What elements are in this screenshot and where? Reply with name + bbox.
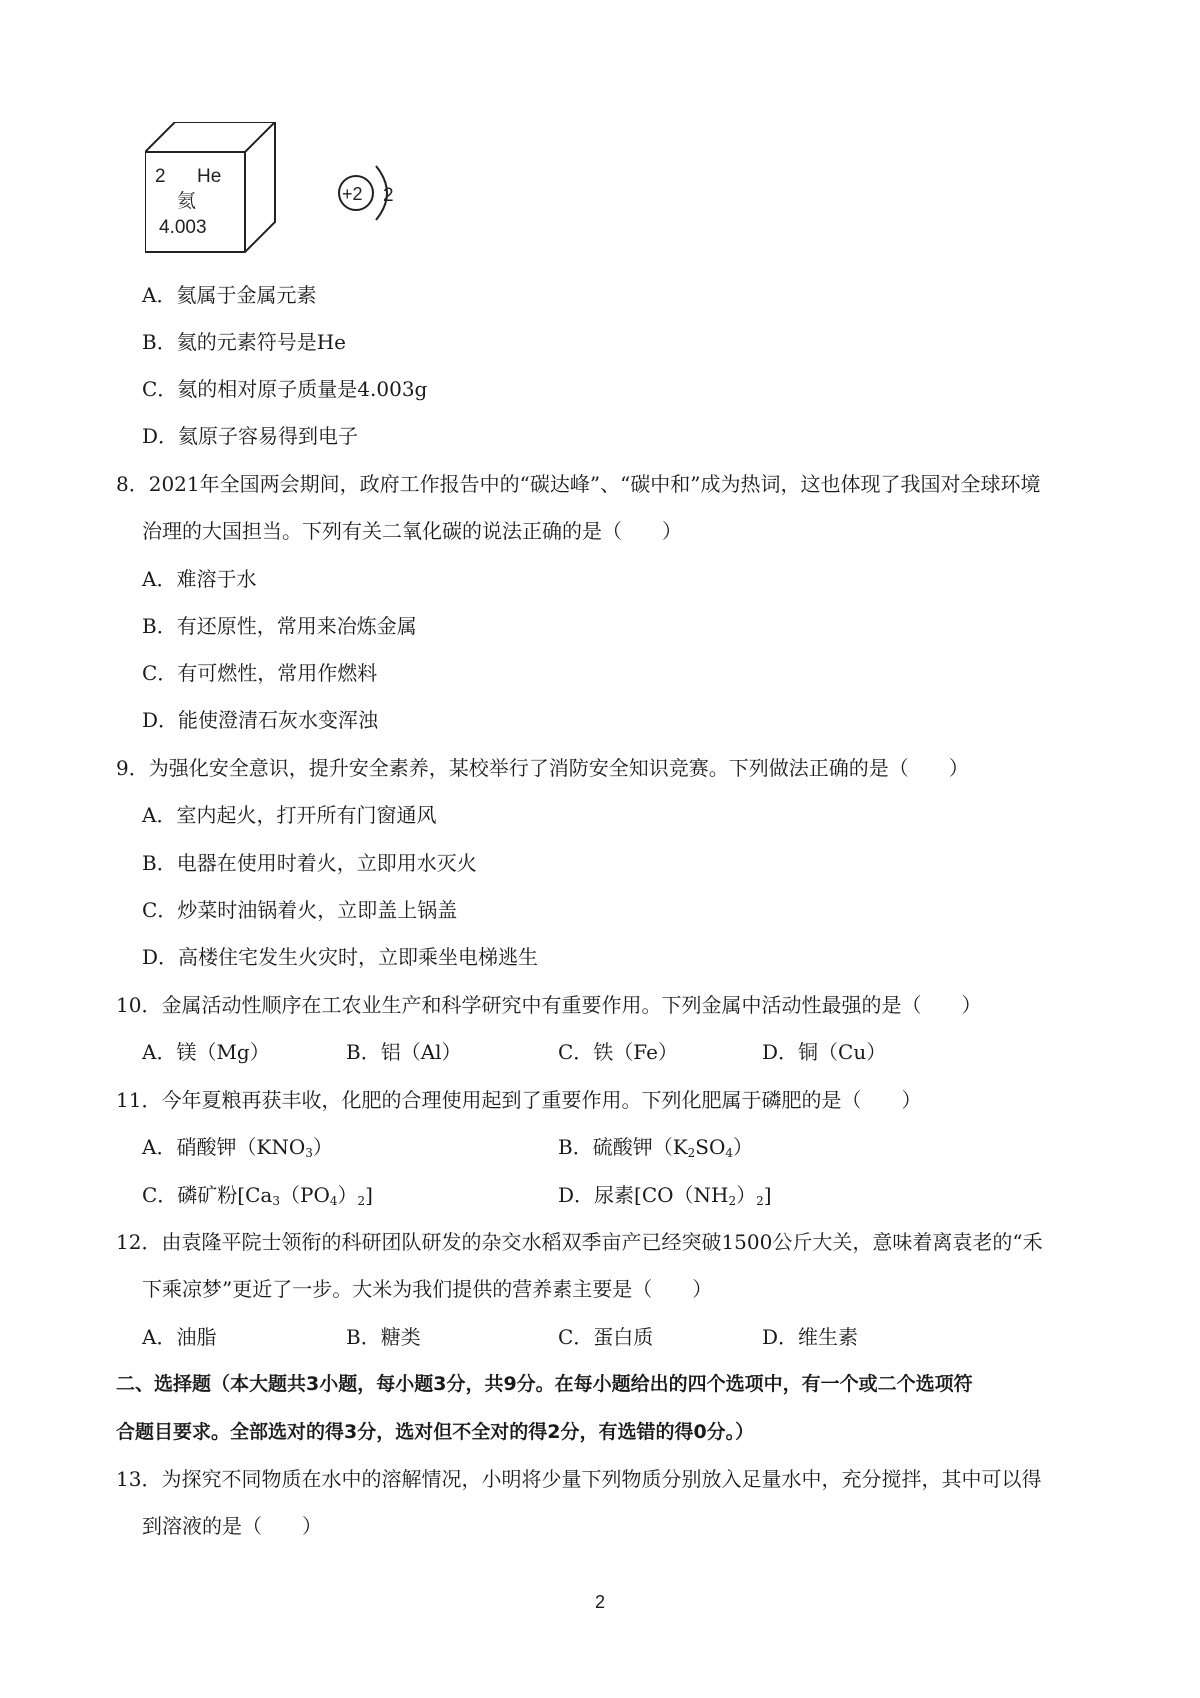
q8-option-b: B．有还原性，常用来冶炼金属 [142, 614, 417, 638]
q8-option-c: C．有可燃性，常用作燃料 [142, 661, 378, 685]
q12-stem-line2: 下乘凉梦”更近了一步。大米为我们提供的营养素主要是（ ） [142, 1277, 713, 1301]
page-number: 2 [594, 1592, 605, 1612]
q9-stem: 9．为强化安全意识，提升安全素养，某校举行了消防安全知识竞赛。下列做法正确的是（ ） [116, 756, 969, 780]
section2-heading-line1: 二、选择题（本大题共3小题，每小题3分，共9分。在每小题给出的四个选项中，有一个或二个选项符 [116, 1373, 973, 1395]
q12-stem-line1: 12．由袁隆平院士领衔的科研团队研发的杂交水稻双季亩产已经突破1500公斤大关，意味着离袁老的“禾 [116, 1230, 1043, 1254]
q8-option-a: A．难溶于水 [142, 567, 257, 591]
q12-option-d: D．维生素 [762, 1325, 859, 1349]
atomic-number: 2 [155, 166, 166, 187]
q7-option-b: B．氦的元素符号是He [142, 330, 346, 354]
q9-option-b: B．电器在使用时着火，立即用水灭火 [142, 851, 477, 875]
q9-option-c: C．炒菜时油锅着火，立即盖上锅盖 [142, 898, 458, 922]
q11-option-b: B．硫酸钾$(K_2SO_4)$ [558, 1135, 754, 1160]
q9-option-d: D．高楼住宅发生火灾时，立即乘坐电梯逃生 [142, 945, 539, 969]
nucleus-charge: +2 [342, 184, 363, 204]
q12-option-c: C．蛋白质 [558, 1325, 654, 1349]
atomic-mass: 4.003 [159, 217, 207, 238]
q10-stem: 10．金属活动性顺序在工农业生产和科学研究中有重要作用。下列金属中活动性最强的是（ ） [116, 993, 982, 1017]
helium-atom-structure-diagram [332, 160, 404, 226]
q7-option-c: C．氦的相对原子质量是4.003g [142, 377, 428, 401]
q10-option-b: B．铝（Al） [346, 1040, 462, 1064]
element-symbol: He [197, 166, 222, 187]
q9-option-a: A．室内起火，打开所有门窗通风 [142, 803, 437, 827]
element-name: 氦 [177, 191, 197, 212]
q12-option-b: B．糖类 [346, 1325, 421, 1349]
q11-option-d: D．尿素$[CO(NH_2)_2]$ [558, 1183, 772, 1208]
q8-stem-line1: 8．2021年全国两会期间，政府工作报告中的“碳达峰”、“碳中和”成为热词，这也体现了我国对全球环境 [116, 472, 1041, 496]
q8-stem-line2: 治理的大国担当。下列有关二氧化碳的说法正确的是（ ） [142, 519, 682, 543]
q11-stem: 11．今年夏粮再获丰收，化肥的合理使用起到了重要作用。下列化肥属于磷肥的是（ ） [116, 1088, 922, 1112]
section2-heading-line2: 合题目要求。全部选对的得3分，选对但不全对的得2分，有选错的得0分。） [116, 1421, 755, 1443]
shell-electron-count: 2 [383, 185, 394, 206]
q10-option-d: D．铜（Cu） [762, 1040, 887, 1064]
q13-stem-line1: 13．为探究不同物质在水中的溶解情况，小明将少量下列物质分别放入足量水中，充分搅拌，其中可以得 [116, 1467, 1042, 1491]
helium-element-cell-figure [145, 122, 285, 262]
q13-stem-line2: 到溶液的是（ ） [142, 1514, 322, 1538]
q7-option-d: D．氦原子容易得到电子 [142, 424, 359, 448]
q10-option-a: A．镁（Mg） [142, 1040, 270, 1064]
q10-option-c: C．铁（Fe） [558, 1040, 678, 1064]
q12-option-a: A．油脂 [142, 1325, 217, 1349]
q7-option-a: A．氦属于金属元素 [142, 283, 317, 307]
q11-option-a: A．硝酸钾$(KNO_3)$ [142, 1135, 333, 1160]
q11-option-c: C．磷矿粉$[Ca_3(PO_4)_2]$ [142, 1183, 373, 1208]
q8-option-d: D．能使澄清石灰水变浑浊 [142, 708, 379, 732]
